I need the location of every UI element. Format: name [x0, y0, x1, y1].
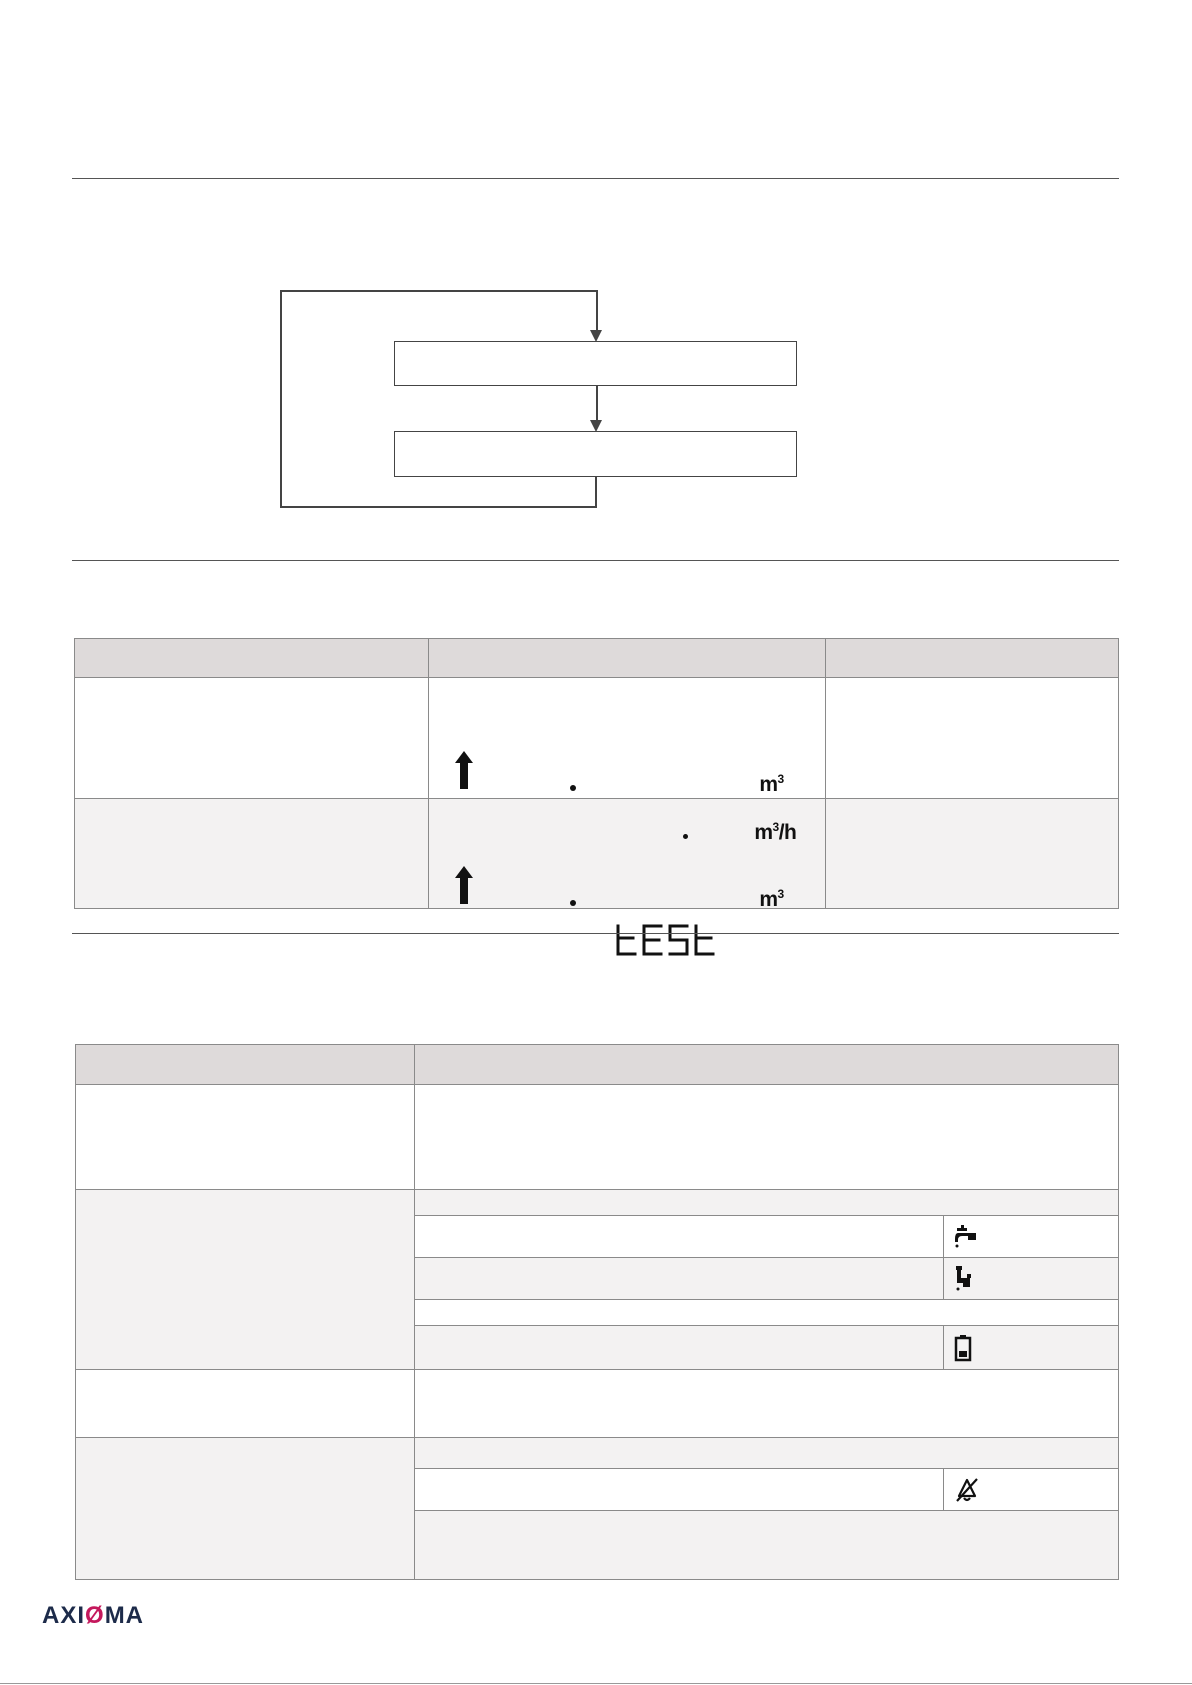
table-cell — [75, 799, 429, 909]
up-arrow-icon — [455, 866, 473, 904]
loop-top-line — [280, 290, 596, 292]
logo-text: AXIØMA — [42, 1602, 145, 1629]
table-row — [76, 1085, 1119, 1190]
table-cell — [76, 1438, 415, 1580]
header-cell — [415, 1045, 1119, 1085]
page-bottom-rule — [0, 1683, 1192, 1684]
table-row — [76, 1370, 1119, 1438]
table-cell — [415, 1438, 1119, 1469]
table-header-row — [76, 1045, 1119, 1085]
table-cell — [415, 1085, 1119, 1190]
table-cell — [415, 1326, 944, 1370]
symbol-cell — [944, 1216, 1119, 1258]
table-row — [75, 799, 1119, 909]
table-cell — [415, 1511, 1119, 1580]
volume-unit: $m^3$ — [759, 886, 784, 911]
header-cell — [76, 1045, 415, 1085]
section-rule-3 — [72, 933, 1119, 934]
arrow-1-stem — [596, 290, 598, 332]
tap-icon — [954, 1224, 978, 1250]
loop-left-line — [280, 290, 282, 507]
table-cell — [415, 1300, 1119, 1326]
header-cell — [429, 639, 825, 678]
decimal-point — [570, 785, 576, 791]
table-cell — [415, 1469, 944, 1511]
table-cell — [415, 1370, 1119, 1438]
status-table — [75, 1044, 1119, 1580]
lcd-display — [429, 799, 825, 909]
table-row — [75, 678, 1119, 799]
lcd-display — [429, 678, 825, 844]
table-cell — [415, 1258, 944, 1300]
table-cell — [825, 678, 1118, 799]
decimal-point — [570, 900, 576, 906]
symbol-cell — [944, 1258, 1119, 1300]
volume-unit: $m^3$ — [759, 772, 784, 796]
table-cell — [415, 1216, 944, 1258]
symbol-cell — [944, 1469, 1119, 1511]
flow-step-box-1 — [394, 341, 797, 386]
header-cell — [75, 639, 429, 678]
battery-icon — [954, 1334, 972, 1362]
table-header-row — [75, 639, 1119, 678]
section-rule-2 — [72, 560, 1119, 561]
loop-return-line — [595, 477, 597, 508]
table-row — [76, 1190, 1119, 1216]
loop-bottom-line — [280, 506, 596, 508]
alarm-off-icon — [954, 1477, 980, 1503]
display-table — [74, 638, 1119, 909]
table-cell — [76, 1370, 415, 1438]
up-arrow-icon — [455, 751, 473, 789]
header-cell — [825, 639, 1118, 678]
flow-step-box-2 — [394, 431, 797, 477]
table-row — [76, 1438, 1119, 1469]
table-cell — [75, 678, 429, 799]
brand-logo — [42, 1602, 144, 1630]
leak-icon — [954, 1265, 978, 1293]
symbol-cell — [944, 1326, 1119, 1370]
section-rule-1 — [72, 178, 1119, 179]
table-cell — [415, 1190, 1119, 1216]
arrow-2-stem — [596, 386, 598, 422]
table-cell — [76, 1085, 415, 1190]
table-cell — [825, 799, 1118, 909]
test-segment-text — [615, 922, 715, 963]
flow-unit: $m^3/h$ — [754, 820, 797, 844]
table-cell — [76, 1190, 415, 1370]
